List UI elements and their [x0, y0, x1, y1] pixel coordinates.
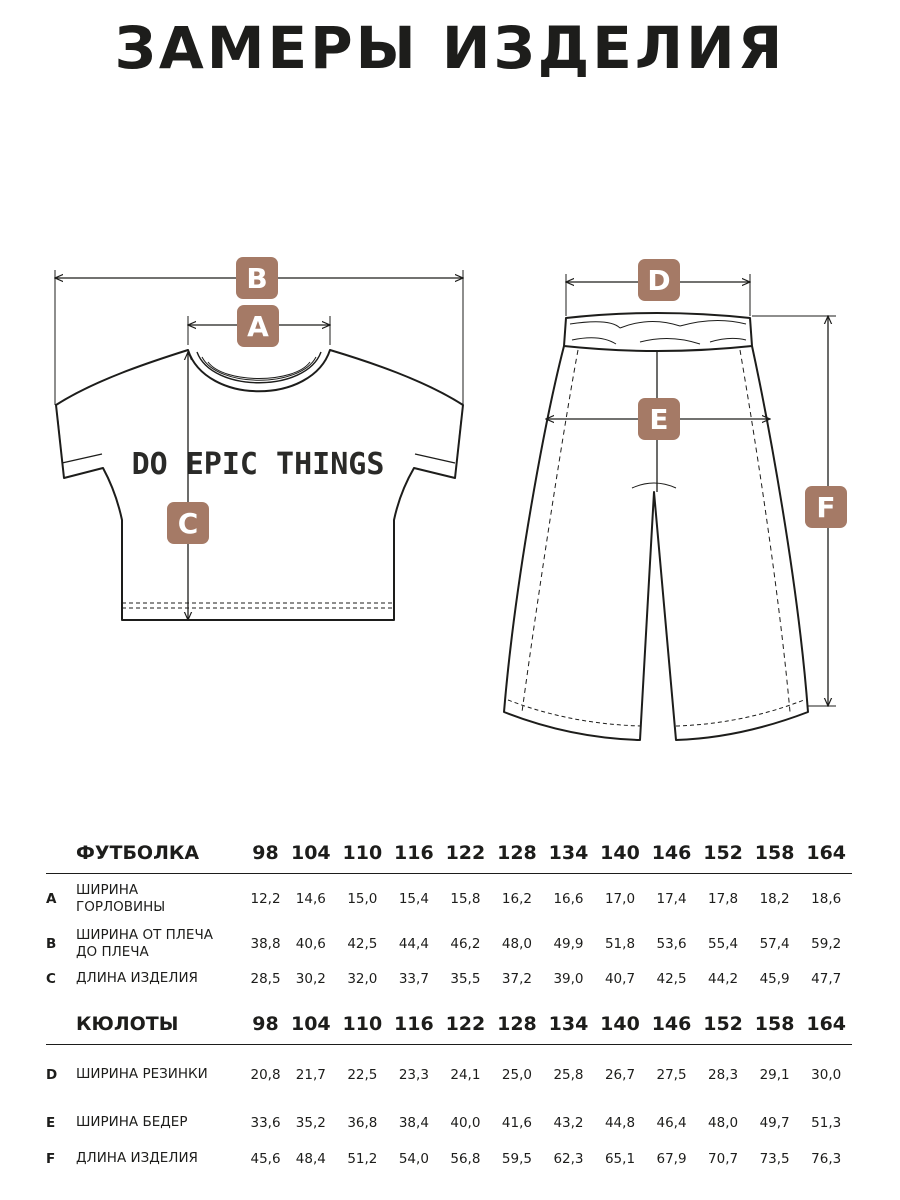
- size-header: 134: [543, 1004, 595, 1045]
- measure-value: 15,4: [398, 890, 429, 907]
- measure-value: 56,8: [450, 1150, 481, 1167]
- size-header: 110: [337, 833, 389, 874]
- size-header: 140: [594, 1004, 646, 1045]
- measure-value: 36,8: [347, 1114, 378, 1131]
- section-title: КЮЛОТЫ: [46, 1004, 246, 1045]
- row-label: [76, 1105, 246, 1141]
- size-header: 164: [800, 1004, 852, 1045]
- measure-value: 48,4: [295, 1150, 326, 1167]
- measure-value: 57,4: [759, 935, 790, 952]
- measure-value: 25,8: [553, 1066, 584, 1083]
- size-header: 104: [285, 833, 337, 874]
- row-label-line: ГОРЛОВИНЫ: [76, 898, 166, 915]
- row-label-line: ШИРИНА БЕДЕР: [76, 1114, 188, 1130]
- measure-value: 49,9: [553, 935, 584, 952]
- size-header: 122: [440, 1004, 492, 1045]
- measure-value: 38,4: [398, 1114, 429, 1131]
- measure-value: 45,9: [759, 970, 790, 987]
- measure-value: 33,7: [398, 970, 429, 987]
- svg-text:E: E: [649, 403, 669, 436]
- measure-value: 40,7: [604, 970, 636, 987]
- culottes-size-table: [46, 1004, 852, 1177]
- culottes-drawing: [504, 313, 808, 740]
- measure-value: 55,4: [708, 935, 739, 952]
- measure-value: 67,9: [656, 1150, 687, 1167]
- row-letter: D: [46, 1066, 58, 1083]
- row-letter: B: [46, 935, 57, 952]
- svg-text:C: C: [177, 507, 199, 540]
- row-label-line: ДЛИНА ИЗДЕЛИЯ: [76, 1150, 198, 1166]
- badge-b: [236, 257, 278, 299]
- tshirt-print-text: DO EPIC THINGS: [131, 447, 385, 482]
- svg-text:D: D: [647, 264, 671, 297]
- row-letter: C: [46, 970, 56, 987]
- table-header-row: [46, 1004, 852, 1045]
- measure-value: 51,2: [347, 1150, 378, 1167]
- row-label-line: ШИРИНА: [76, 881, 139, 898]
- svg-text:F: F: [816, 491, 836, 524]
- row-label: [76, 1141, 246, 1177]
- measure-value: 65,1: [604, 1150, 636, 1167]
- measure-value: 30,2: [295, 970, 326, 987]
- section-title: ФУТБОЛКА: [46, 833, 246, 874]
- row-letter: A: [46, 890, 57, 907]
- row-label: [76, 874, 246, 924]
- badge-d: [638, 259, 680, 301]
- measure-value: 44,8: [604, 1114, 636, 1131]
- measure-value: 51,3: [811, 1114, 842, 1131]
- measure-value: 44,4: [398, 935, 429, 952]
- measure-value: 39,0: [553, 970, 584, 987]
- measure-value: 59,5: [501, 1150, 532, 1167]
- size-header: 122: [440, 833, 492, 874]
- badge-f: [805, 486, 847, 528]
- table-row: [46, 924, 852, 964]
- measure-value: 44,2: [708, 970, 739, 987]
- measure-value: 43,2: [553, 1114, 584, 1131]
- measure-value: 17,8: [708, 890, 739, 907]
- row-label-line: ШИРИНА ОТ ПЛЕЧА: [76, 926, 213, 943]
- measure-value: 37,2: [501, 970, 532, 987]
- size-header: 128: [491, 1004, 543, 1045]
- table-row: [46, 1105, 852, 1141]
- measure-value: 12,2: [250, 890, 281, 907]
- badge-a: [237, 305, 279, 347]
- badge-e: [638, 398, 680, 440]
- table-row: [46, 874, 852, 924]
- measure-value: 40,0: [450, 1114, 481, 1131]
- page-title: ЗАМЕРЫ ИЗДЕЛИЯ: [114, 14, 786, 82]
- measure-value: 54,0: [398, 1150, 429, 1167]
- size-header: 128: [491, 833, 543, 874]
- size-header: 98: [246, 833, 285, 874]
- measure-value: 15,8: [450, 890, 481, 907]
- badge-c: [167, 502, 209, 544]
- row-label: [76, 1045, 246, 1105]
- measure-value: 26,7: [604, 1066, 636, 1083]
- measure-value: 16,2: [501, 890, 532, 907]
- row-label: [76, 924, 246, 964]
- measure-value: 42,5: [347, 935, 378, 952]
- size-header: 158: [749, 1004, 801, 1045]
- measure-value: 20,8: [250, 1066, 281, 1083]
- measure-value: 18,2: [759, 890, 790, 907]
- measure-value: 73,5: [759, 1150, 790, 1167]
- table-row: [46, 1045, 852, 1105]
- measure-value: 38,8: [250, 935, 281, 952]
- measure-value: 32,0: [347, 970, 378, 987]
- measure-value: 17,4: [656, 890, 687, 907]
- measure-value: 40,6: [295, 935, 326, 952]
- svg-text:B: B: [246, 262, 268, 295]
- tshirt-drawing: [56, 350, 463, 620]
- measure-value: 23,3: [398, 1066, 429, 1083]
- measure-value: 53,6: [656, 935, 687, 952]
- row-label: [76, 964, 246, 994]
- size-header: 140: [594, 833, 646, 874]
- measure-value: 46,4: [656, 1114, 687, 1131]
- size-header: 152: [697, 833, 749, 874]
- measure-value: 17,0: [604, 890, 636, 907]
- size-header: 146: [646, 833, 698, 874]
- measure-value: 45,6: [250, 1150, 281, 1167]
- row-label-line: ДО ПЛЕЧА: [76, 943, 149, 960]
- measure-value: 35,2: [295, 1114, 326, 1131]
- measure-value: 33,6: [250, 1114, 281, 1131]
- measure-value: 46,2: [450, 935, 481, 952]
- measure-value: 22,5: [347, 1066, 378, 1083]
- table-row: [46, 1141, 852, 1177]
- measure-value: 28,3: [708, 1066, 739, 1083]
- size-header: 152: [697, 1004, 749, 1045]
- measure-value: 25,0: [501, 1066, 532, 1083]
- measure-value: 35,5: [450, 970, 481, 987]
- measure-value: 21,7: [295, 1066, 326, 1083]
- measure-value: 30,0: [811, 1066, 842, 1083]
- measure-value: 62,3: [553, 1150, 584, 1167]
- measure-value: 51,8: [604, 935, 636, 952]
- measure-value: 70,7: [708, 1150, 739, 1167]
- size-header: 134: [543, 833, 595, 874]
- size-header: 110: [337, 1004, 389, 1045]
- size-header: 98: [246, 1004, 285, 1045]
- size-header: 104: [285, 1004, 337, 1045]
- row-letter: F: [46, 1150, 56, 1167]
- culottes-measure-lines: [546, 274, 836, 706]
- measure-value: 76,3: [811, 1150, 842, 1167]
- measure-value: 48,0: [501, 935, 532, 952]
- measure-value: 42,5: [656, 970, 687, 987]
- measure-value: 24,1: [450, 1066, 481, 1083]
- measure-value: 48,0: [708, 1114, 739, 1131]
- tshirt-size-table: [46, 833, 852, 994]
- measure-value: 29,1: [759, 1066, 790, 1083]
- size-header: 116: [388, 833, 440, 874]
- measure-value: 49,7: [759, 1114, 790, 1131]
- row-label-line: ШИРИНА РЕЗИНКИ: [76, 1066, 208, 1083]
- table-header-row: [46, 833, 852, 874]
- size-header: 116: [388, 1004, 440, 1045]
- svg-text:A: A: [247, 310, 269, 343]
- table-row: [46, 964, 852, 994]
- measure-value: 18,6: [811, 890, 842, 907]
- row-label-line: ДЛИНА ИЗДЕЛИЯ: [76, 970, 198, 986]
- measure-value: 59,2: [811, 935, 842, 952]
- size-header: 146: [646, 1004, 698, 1045]
- measure-value: 27,5: [656, 1066, 687, 1083]
- measure-value: 14,6: [295, 890, 326, 907]
- measure-value: 16,6: [553, 890, 584, 907]
- row-letter: E: [46, 1114, 56, 1131]
- measure-value: 41,6: [501, 1114, 532, 1131]
- measure-value: 28,5: [250, 970, 281, 987]
- measure-value: 47,7: [811, 970, 842, 987]
- size-header: 158: [749, 833, 801, 874]
- size-header: 164: [800, 833, 852, 874]
- measure-value: 15,0: [347, 890, 378, 907]
